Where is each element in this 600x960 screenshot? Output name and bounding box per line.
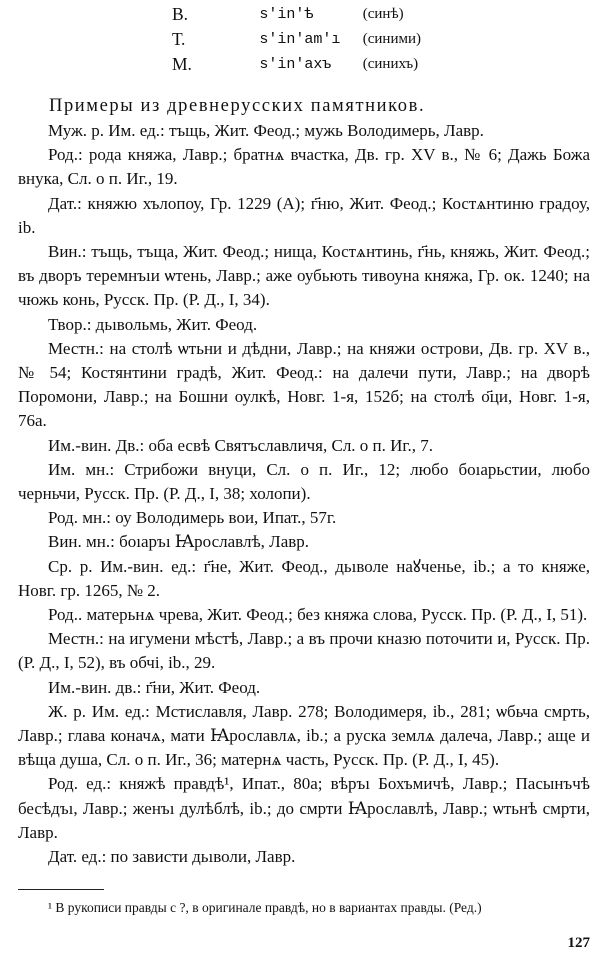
example-paragraph-neut-loc: Местн.: на игумени мѣстѣ, Лавр.; а въ прочи кназю поточити и, Русск. Пр. (Р. Д., I, 52), въ обчі, ib., 29. xyxy=(18,629,590,673)
example-paragraph-dual: Им.-вин. Дв.: оба есвѣ Святъславличя, Сл. о п. Иг., 7. xyxy=(48,435,433,455)
example-paragraph-masc-dat: Дат.: княжю хълопоу, Гр. 1229 (А); г҃ню, Жит. Феод.; Костѧнтиню градоу, ib. xyxy=(18,193,590,237)
example-paragraph-nom-pl: Им. мн.: Стрибожи внуци, Сл. о п. Иг., 12; любо боıарьстии, любо черньчи, Русск. Пр. (Р. Д., I, 38; холопи). xyxy=(18,459,590,504)
example-paragraph-masc-nom-sg: Муж. р. Им. ед.: тъщь, Жит. Феод.; мужь Володимерь, Лавр. xyxy=(48,121,484,140)
examples-body xyxy=(18,119,590,869)
case-label: Т. xyxy=(172,29,186,49)
example-paragraph-masc-acc: Вин.: тъщь, тъща, Жит. Феод.; нища, Костѧнтинь, г҃нь, княжь, Жит. Феод.; въ дворъ теремнъıи ѡтень, Лавр.; аже оубьють тивоуна княжа, Гр. ок. 1240; на чюжь конь, Русск. Пр. (Р. Д., I, 34). xyxy=(18,242,590,310)
transliterated-form: s'in'axъ xyxy=(259,56,332,73)
cyrillic-form: (синими) xyxy=(362,31,421,47)
declension-table xyxy=(172,2,472,77)
example-paragraph-neut-gen: Род.. матерьнѧ чрева, Жит. Феод.; без княжа слова, Русск. Пр. (Р. Д., I, 51). xyxy=(48,605,588,625)
example-paragraph-neut-nom: Ср. р. Им.-вин. ед.: г҃не, Жит. Феод., дьıволе наꙋченье, ib.; а то княже, Новг. гр. 1265, № 2. xyxy=(18,556,590,600)
cyrillic-form: (синихъ) xyxy=(362,56,419,72)
footnote: ¹ В рукописи правды с ?, в оригинале правдѣ, но в вариантах правды. (Ред.) xyxy=(48,900,482,915)
footnote-divider xyxy=(18,889,104,890)
declension-row xyxy=(172,52,472,77)
page-number: 127 xyxy=(567,935,590,951)
case-label: В. xyxy=(172,4,189,24)
example-paragraph-masc-instr: Твор.: дьıвольмь, Жит. Феод. xyxy=(48,314,258,334)
cyrillic-form: (синѣ) xyxy=(362,6,404,22)
example-paragraph-acc-pl: Вин. мн.: боıаръı Ꙗрославлѣ, Лавр. xyxy=(48,532,310,552)
transliterated-form: s'in'am'ı xyxy=(259,31,341,48)
declension-row xyxy=(172,2,472,27)
example-paragraph-gen-pl: Род. мн.: оу Володимерь вои, Ипат., 57г. xyxy=(48,508,337,528)
section-heading: Примеры из древнерусских памятников. xyxy=(49,96,426,116)
example-paragraph-masc-loc: Местн.: на столѣ ѡтьни и дѣдни, Лавр.; на княжи острови, Дв. гр. XV в., № 54; Костянтини градѣ, Жит. Феод.: на далечи пути, Лавр.; на дворѣ Поромони, Лавр.; на Бошни оулкѣ, Новг. 1-я, 152б; на столѣ о҃ци, Новг. 1-я, 76а. xyxy=(18,338,590,431)
declension-row xyxy=(172,27,472,52)
example-paragraph-fem-dat: Дат. ед.: по зависти дьıволи, Лавр. xyxy=(48,847,296,867)
transliterated-form: s'in'ѣ xyxy=(259,6,314,23)
case-label: М. xyxy=(172,54,192,74)
example-paragraph-fem-nom: Ж. р. Им. ед.: Мстиславля, Лавр. 278; Володимеря, ib., 281; ѡбьча смрть, Лавр.; глава коначѧ, мати Ꙗрославлѧ, ib.; а руска землѧ далеча, Лавр.; аще и вѣща душа, Сл. о п. Иг., 36; матернѧ часть, Русск. Пр. (Р. Д., I, 45). xyxy=(18,701,590,770)
example-paragraph-neut-dual: Им.-вин. дв.: г҃ни, Жит. Феод. xyxy=(48,677,261,697)
example-paragraph-masc-gen: Род.: рода княжа, Лавр.; братнѧ вчастка, Дв. гр. XV в., № 6; Дажь Божа внука, Сл. о п. Иг., 19. xyxy=(18,145,590,189)
example-paragraph-fem-gen: Род. ед.: княжѣ правдѣ¹, Ипат., 80а; вѣръı Бохъмичѣ, Лавр.; Пасынъчѣ бесѣдъı, Лавр.; женъı дулѣблѣ, ib.; до смрти Ꙗрославлѣ, Лавр.; ѡтьнѣ смрти, Лавр. xyxy=(18,774,590,842)
